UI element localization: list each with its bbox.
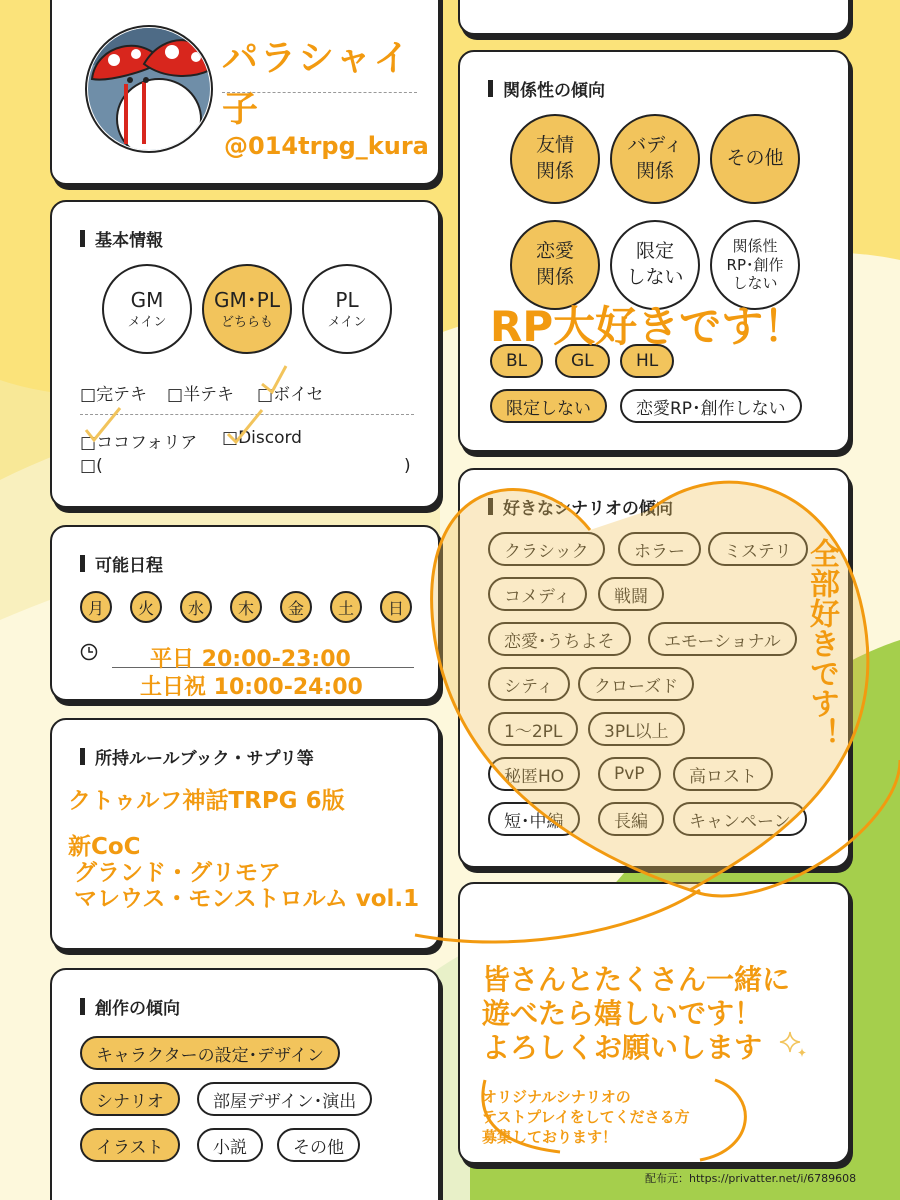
- role-gm-main[interactable]: GM メイン: [102, 264, 192, 354]
- profile-name: パラシャイ子: [222, 38, 412, 130]
- rulebook-line-2: 新CoC: [68, 834, 141, 860]
- basic-info-title: 基本情報: [80, 226, 163, 251]
- creative-room-design[interactable]: 部屋デザイン･演出: [197, 1082, 372, 1116]
- schedule-title: 可能日程: [80, 551, 163, 576]
- scenario-1-2pl[interactable]: 1〜2PL: [488, 712, 578, 746]
- scenario-combat[interactable]: 戦闘: [598, 577, 664, 611]
- rel-friendship[interactable]: 友情 関係: [510, 114, 600, 204]
- message-sub-3: 募集しております！: [482, 1128, 618, 1146]
- tag-gl[interactable]: GL: [555, 344, 610, 378]
- tag-no-limit[interactable]: 限定しない: [490, 389, 607, 423]
- day-fri[interactable]: 金: [280, 591, 312, 623]
- scenario-campaign[interactable]: キャンペーン: [673, 802, 807, 836]
- rulebook-title: 所持ルールブック・サプリ等: [80, 744, 314, 769]
- role-both[interactable]: GM･PL どちらも: [202, 264, 292, 354]
- avatar: [84, 24, 214, 154]
- all-love-note: 全部好きです！: [804, 538, 839, 748]
- scenario-romance[interactable]: 恋愛･うちよそ: [488, 622, 631, 656]
- sparkle-icon: [778, 1030, 808, 1060]
- clock-icon: [80, 643, 98, 661]
- message-sub-1: オリジナルシナリオの: [482, 1088, 631, 1106]
- rp-love-note: RP大好きです！: [490, 302, 806, 351]
- message-line-2: 遊べたら嬉しいです！: [482, 997, 763, 1030]
- relationship-card: [458, 50, 850, 452]
- relationship-title: 関係性の傾向: [488, 76, 605, 101]
- message-line-3: よろしくお願いします: [482, 1031, 763, 1064]
- scenario-short-mid[interactable]: 短･中編: [488, 802, 580, 836]
- tag-hl[interactable]: HL: [620, 344, 674, 378]
- day-tue[interactable]: 火: [130, 591, 162, 623]
- checkbox-kantek[interactable]: □完テキ: [80, 385, 148, 405]
- credit-text: 配布元：https://privatter.net/i/6789608: [645, 1172, 857, 1185]
- profile-card: [50, 0, 440, 185]
- scenario-long[interactable]: 長編: [598, 802, 664, 836]
- scenario-pvp[interactable]: PvP: [598, 757, 661, 791]
- checkbox-voice[interactable]: □ボイセ: [257, 385, 324, 405]
- top-stub-card: [458, 0, 850, 35]
- rel-no-limit[interactable]: 限定 しない: [610, 220, 700, 310]
- scenario-mystery[interactable]: ミステリ: [708, 532, 808, 566]
- scenario-high-lost[interactable]: 高ロスト: [673, 757, 773, 791]
- rel-no-rp[interactable]: 関係性 RP･創作 しない: [710, 220, 800, 310]
- scenario-title: 好きなシナリオの傾向: [488, 494, 673, 519]
- rulebook-line-4: マレウス・モンストロルム vol.1: [74, 886, 420, 912]
- creative-scenario[interactable]: シナリオ: [80, 1082, 180, 1116]
- scenario-emotional[interactable]: エモーショナル: [648, 622, 797, 656]
- day-sun[interactable]: 日: [380, 591, 412, 623]
- checkbox-cocofolia[interactable]: □ココフォリア: [80, 433, 198, 453]
- rulebook-line-1: クトゥルフ神話TRPG 6版: [68, 788, 345, 814]
- tag-no-romance-rp[interactable]: 恋愛RP･創作しない: [620, 389, 802, 423]
- rel-romance[interactable]: 恋愛 関係: [510, 220, 600, 310]
- rel-buddy[interactable]: バディ 関係: [610, 114, 700, 204]
- creative-novel[interactable]: 小説: [197, 1128, 263, 1162]
- day-wed[interactable]: 水: [180, 591, 212, 623]
- creative-title: 創作の傾向: [80, 994, 180, 1019]
- checkbox-discord[interactable]: □Discord: [222, 428, 302, 448]
- scenario-card: [458, 468, 850, 868]
- basic-info-card: [50, 200, 440, 508]
- scenario-secret-ho[interactable]: 秘匿HO: [488, 757, 580, 791]
- scenario-horror[interactable]: ホラー: [618, 532, 701, 566]
- scenario-city[interactable]: シティ: [488, 667, 570, 701]
- creative-card: [50, 968, 440, 1200]
- creative-illustration[interactable]: イラスト: [80, 1128, 180, 1162]
- weekend-hours: 土日祝 10:00-24:00: [140, 675, 363, 700]
- message-line-1: 皆さんとたくさん一緒に: [482, 963, 791, 996]
- scenario-classic[interactable]: クラシック: [488, 532, 605, 566]
- scenario-3pl[interactable]: 3PL以上: [588, 712, 685, 746]
- creative-character-design[interactable]: キャラクターの設定･デザイン: [80, 1036, 340, 1070]
- role-pl-main[interactable]: PL メイン: [302, 264, 392, 354]
- day-mon[interactable]: 月: [80, 591, 112, 623]
- checkbox-hantek[interactable]: □半テキ: [167, 385, 235, 405]
- message-sub-2: テストプレイをしてくださる方: [482, 1108, 690, 1126]
- name-divider: [222, 92, 417, 93]
- rel-other[interactable]: その他: [710, 114, 800, 204]
- other-tool-close: ): [404, 456, 411, 476]
- rulebook-line-3: グランド・グリモア: [74, 860, 281, 886]
- basic-divider: [80, 414, 414, 415]
- creative-other[interactable]: その他: [277, 1128, 360, 1162]
- scenario-comedy[interactable]: コメディ: [488, 577, 587, 611]
- scenario-closed[interactable]: クローズド: [578, 667, 694, 701]
- tag-bl[interactable]: BL: [490, 344, 543, 378]
- weekday-hours: 平日 20:00-23:00: [150, 647, 351, 672]
- day-sat[interactable]: 土: [330, 591, 362, 623]
- profile-handle: @014trpg_kura: [224, 132, 429, 160]
- checkbox-other-tool[interactable]: □(: [80, 456, 103, 476]
- day-thu[interactable]: 木: [230, 591, 262, 623]
